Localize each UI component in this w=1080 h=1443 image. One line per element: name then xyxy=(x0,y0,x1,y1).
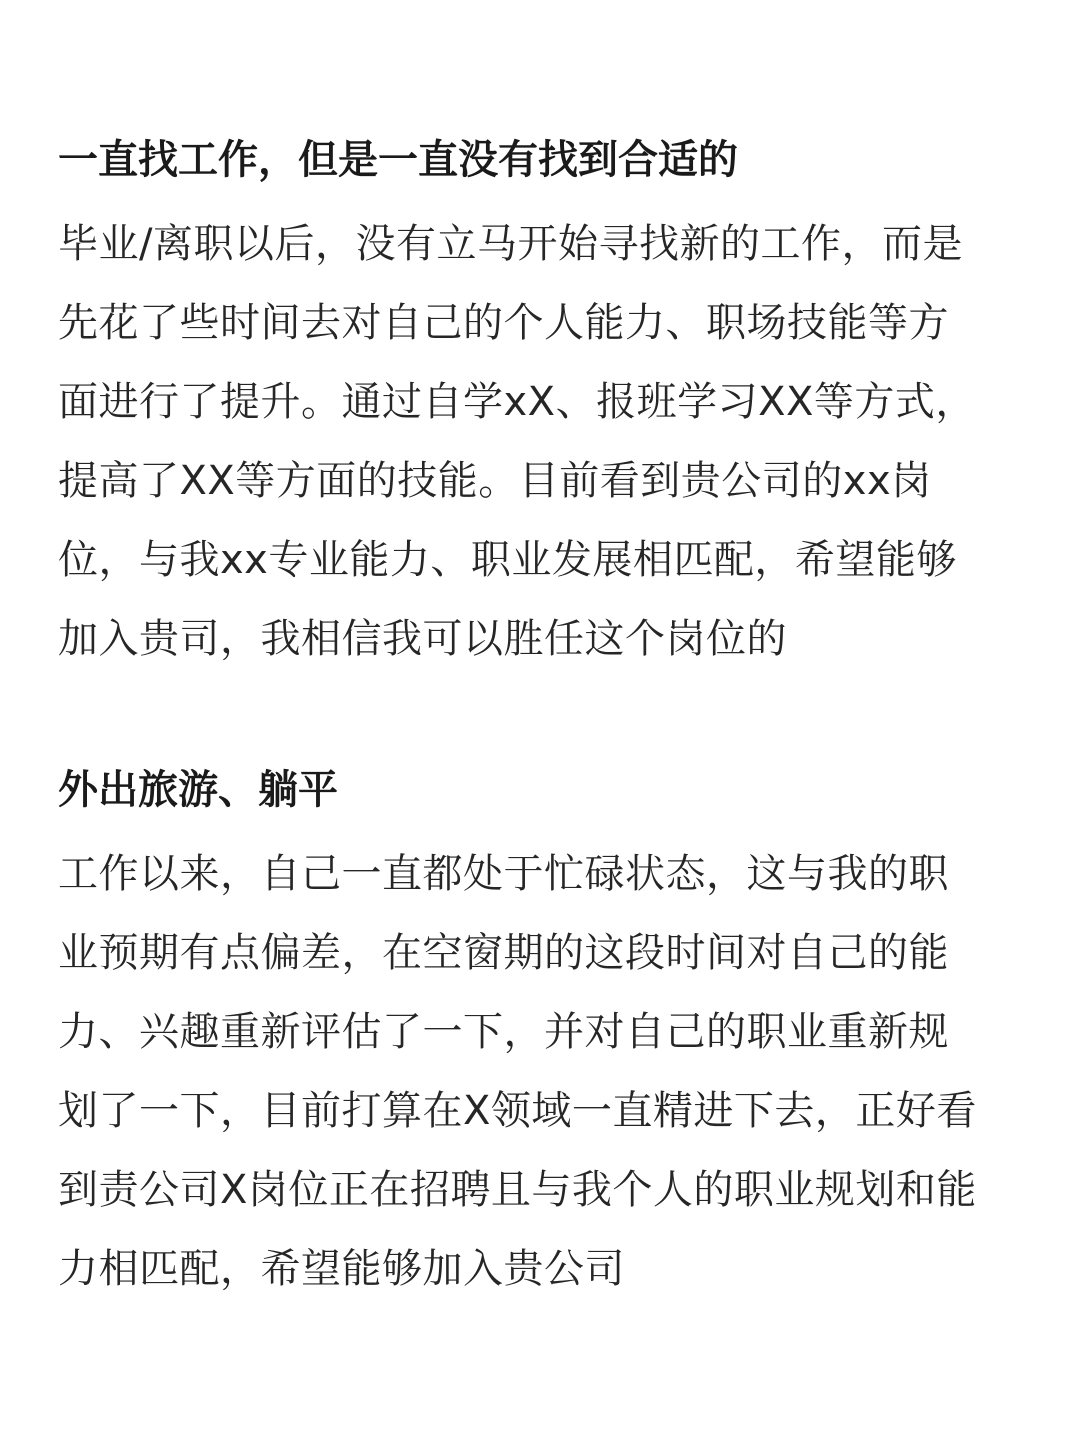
section-job-search xyxy=(58,128,1033,679)
section-heading: 一直找工作，但是一直没有找到合适的 xyxy=(58,137,738,183)
body-line: 加入贵司，我相信我可以胜任这个岗位的 xyxy=(58,616,787,662)
body-line: 划了一下，目前打算在X领域一直精进下去，正好看 xyxy=(58,1088,977,1134)
section-heading: 外出旅游、躺平 xyxy=(58,767,338,813)
body-line: 业预期有点偏差，在空窗期的这段时间对自己的能 xyxy=(58,930,949,976)
body-line: 工作以来，自己一直都处于忙碌状态，这与我的职 xyxy=(58,851,949,897)
body-line: 提高了XX等方面的技能。目前看到贵公司的xx岗 xyxy=(58,458,932,504)
body-line: 先花了些时间去对自己的个人能力、职场技能等方 xyxy=(58,300,949,346)
section-body xyxy=(58,205,1033,679)
body-line: 面进行了提升。通过自学xX、报班学习XX等方式， xyxy=(58,379,976,425)
body-line: 位，与我xx专业能力、职业发展相匹配，希望能够 xyxy=(58,537,957,583)
section-travel-rest xyxy=(58,758,1033,1309)
section-body xyxy=(58,835,1033,1309)
body-line: 毕业/离职以后，没有立马开始寻找新的工作，而是 xyxy=(58,221,963,267)
body-line: 力、兴趣重新评估了一下，并对自己的职业重新规 xyxy=(58,1009,949,1055)
body-line: 力相匹配，希望能够加入贵公司 xyxy=(58,1246,625,1292)
body-line: 到责公司X岗位正在招聘且与我个人的职业规划和能 xyxy=(58,1167,977,1213)
